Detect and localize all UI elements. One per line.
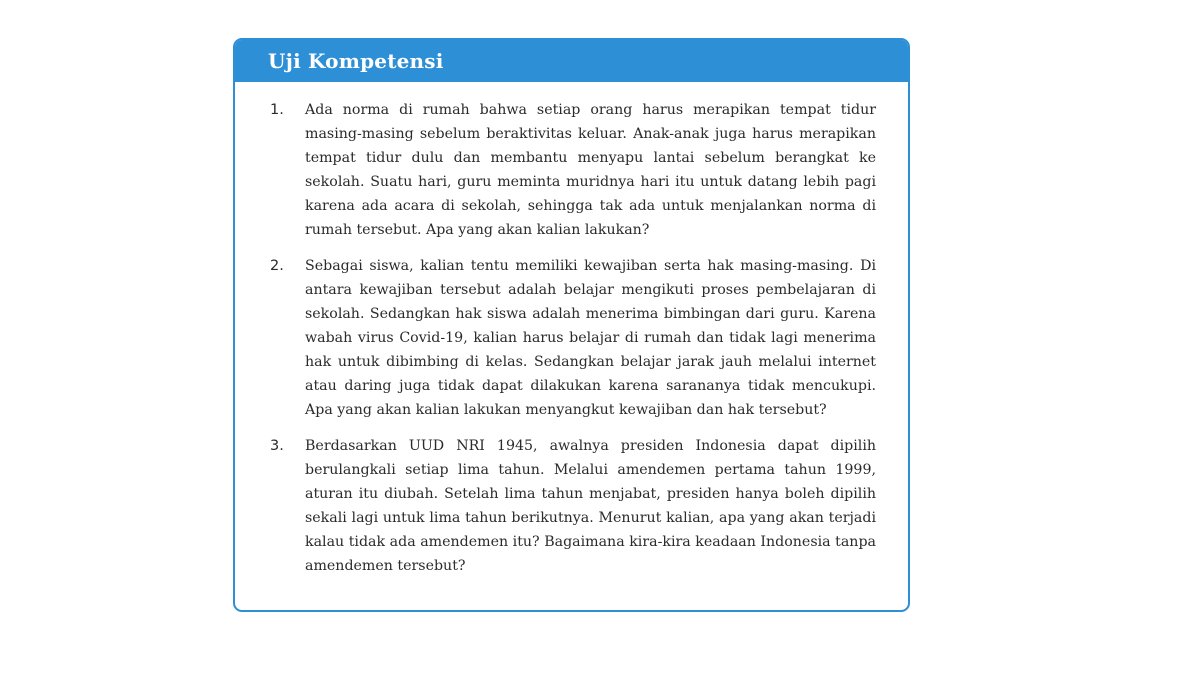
question-item [235,98,908,242]
question-number: 2. [270,258,284,274]
competency-test-box [233,38,910,612]
question-number: 3. [270,438,284,454]
question-text: Berdasarkan UUD NRI 1945, awalnya presiden Indonesia dapat dipilih berulangkali setiap lima tahun. Melalui amendemen pertama tahun 1999, aturan itu diubah. Setelah lima tahun menjabat, presiden hanya boleh dipilih sekali lagi untuk lima tahun berikutnya. Menurut kalian, apa yang akan terjadi kalau tidak ada amendemen itu? Bagaimana kira-kira keadaan Indonesia tanpa amendemen tersebut? [305,438,876,574]
question-item [235,434,908,578]
question-number: 1. [270,102,284,118]
question-item [235,254,908,422]
question-text: Sebagai siswa, kalian tentu memiliki kewajiban serta hak masing-masing. Di antara kewajiban tersebut adalah belajar mengikuti proses pembelajaran di sekolah. Sedangkan hak siswa adalah menerima bimbingan dari guru. Karena wabah virus Covid-19, kalian harus belajar di rumah dan tidak lagi menerima hak untuk dibimbing di kelas. Sedangkan belajar jarak jauh melalui internet atau daring juga tidak dapat dilakukan karena sarananya tidak mencukupi. Apa yang akan kalian lakukan menyangkut kewajiban dan hak tersebut? [305,258,876,418]
card-title: Uji Kompetensi [268,49,444,73]
question-text: Ada norma di rumah bahwa setiap orang harus merapikan tempat tidur masing-masing sebelum beraktivitas keluar. Anak-anak juga harus merapikan tempat tidur dulu dan membantu menyapu lantai sebelum berangkat ke sekolah. Suatu hari, guru meminta muridnya hari itu untuk datang lebih pagi karena ada acara di sekolah, sehingga tak ada untuk menjalankan norma di rumah tersebut. Apa yang akan kalian lakukan? [305,102,876,238]
question-list [235,98,908,590]
card-header [235,40,908,82]
